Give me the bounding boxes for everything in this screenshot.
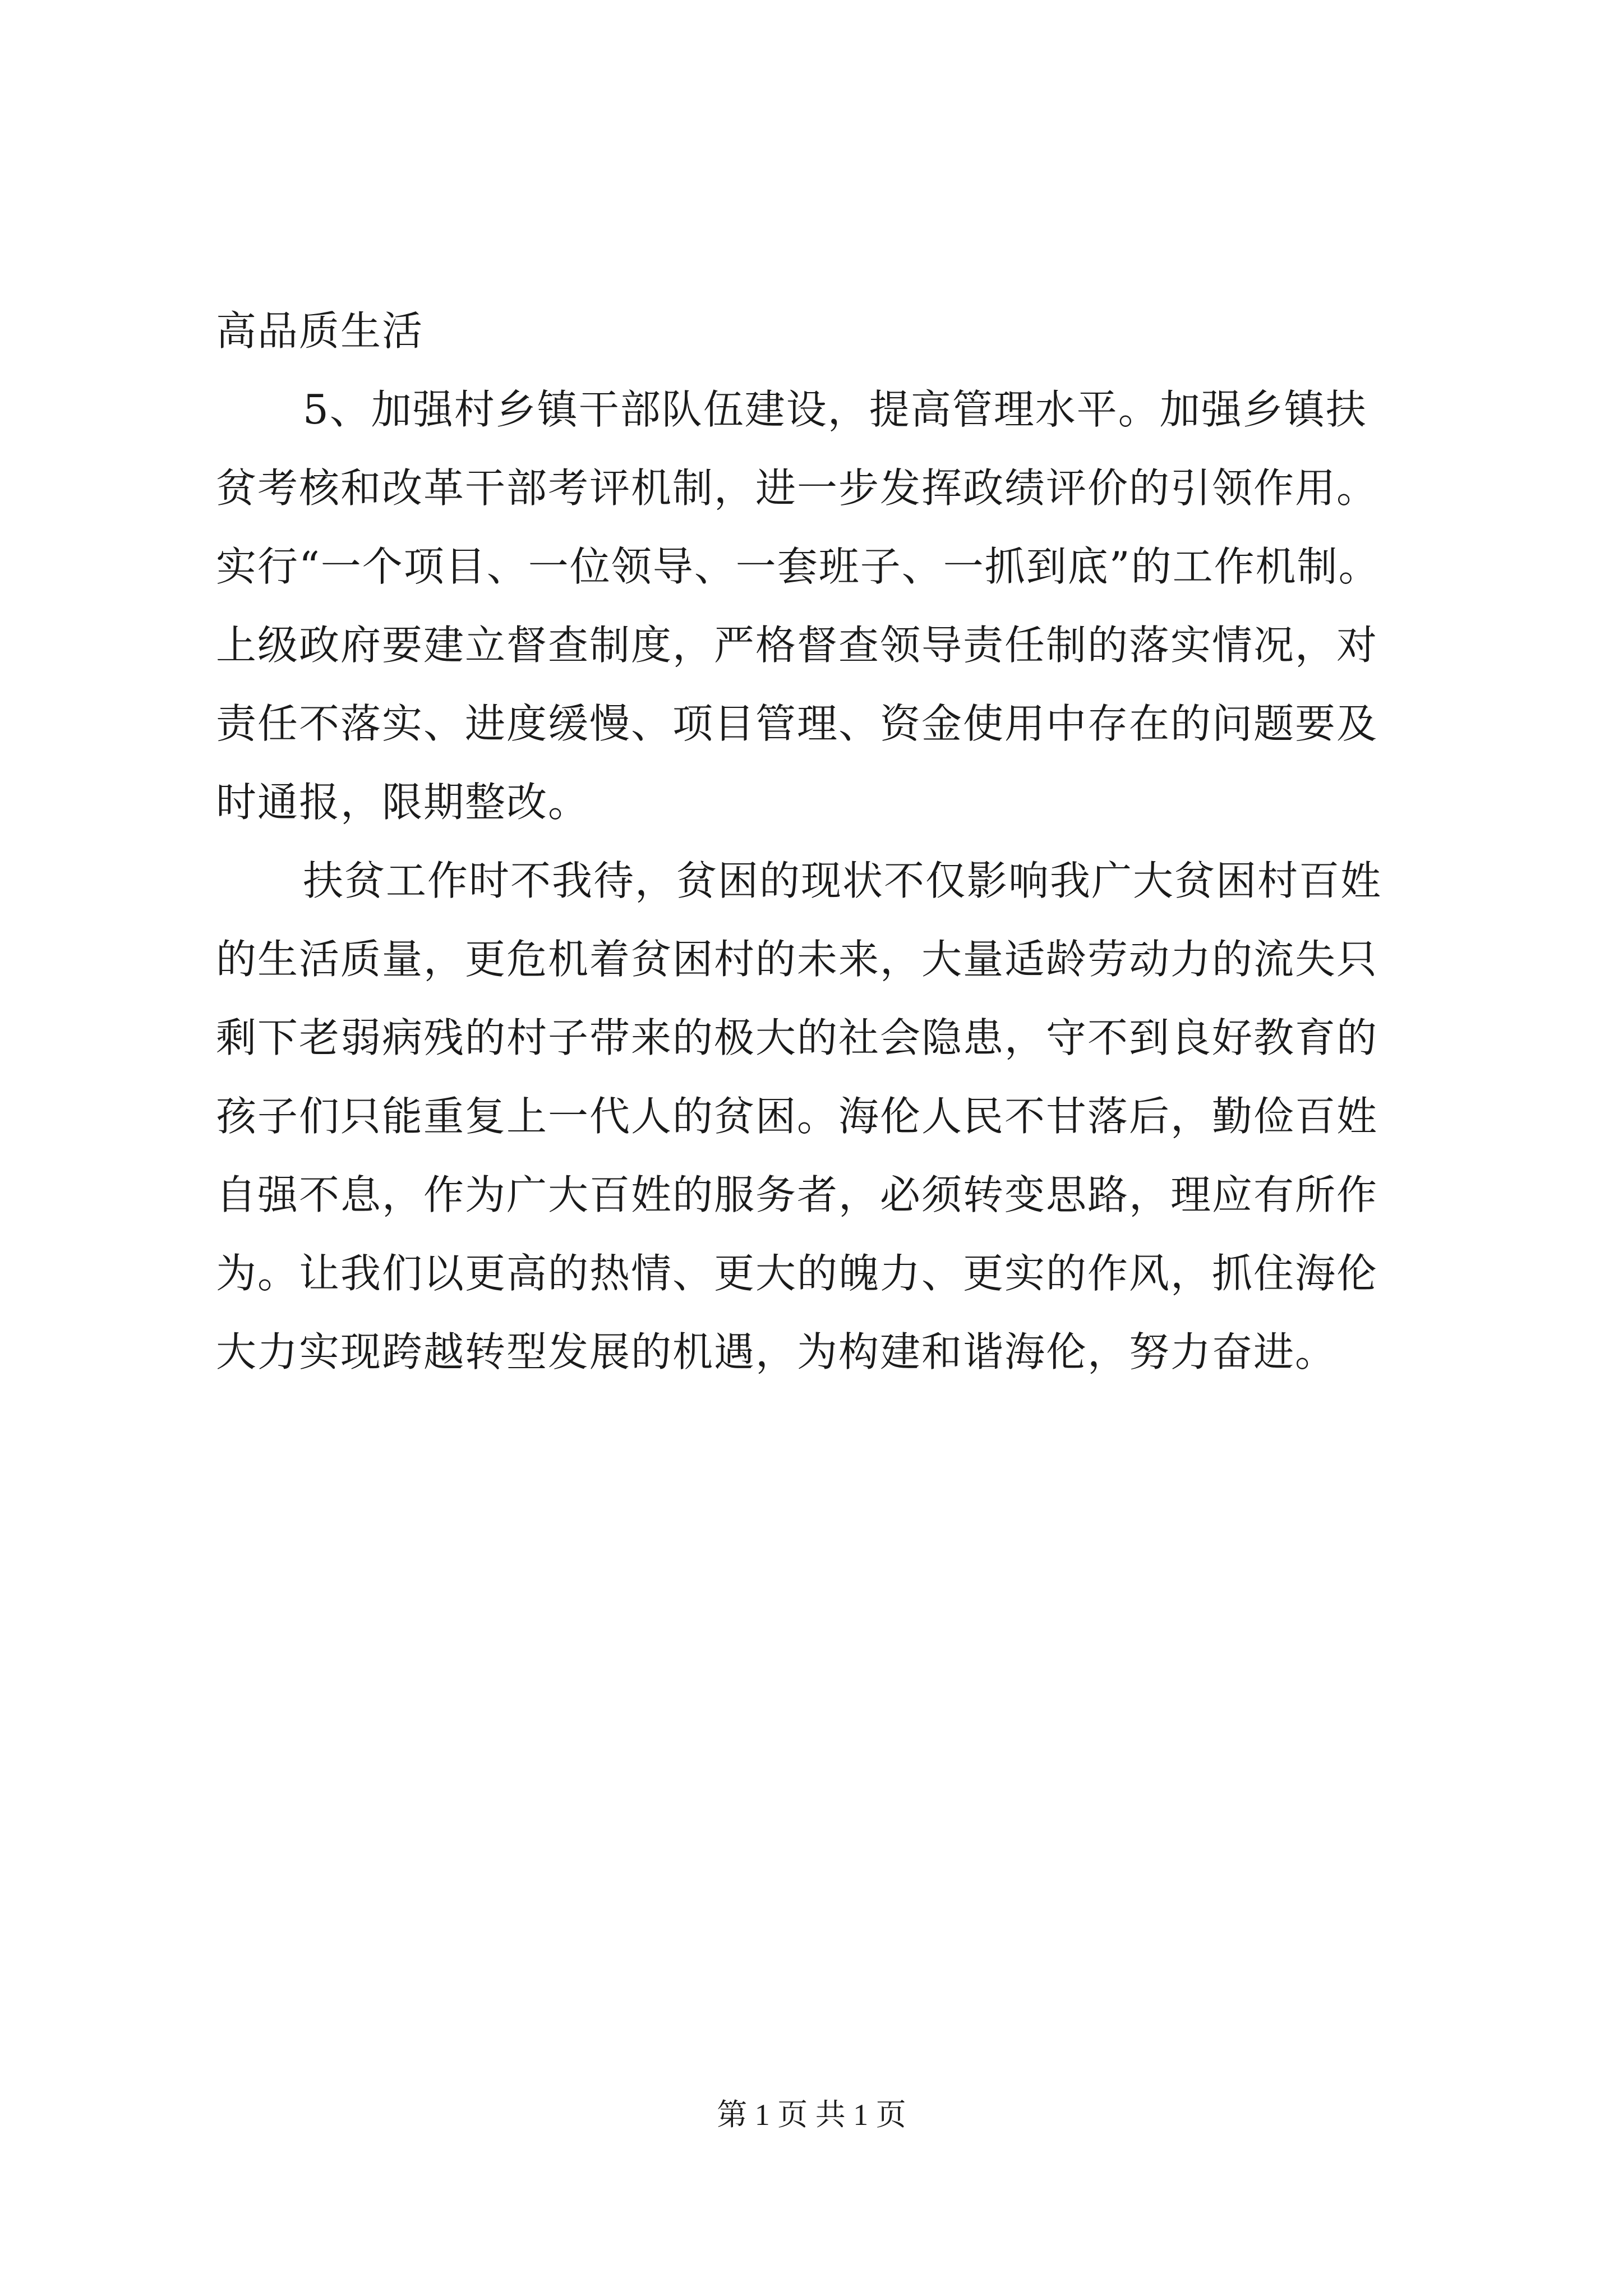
text-line: 实行“一个项目、一位领导、一套班子、一抓到底”的工作机制。 [216,543,1380,590]
paragraph-start-line: 5、加强村乡镇干部队伍建设，提高管理水平。加强乡镇扶 [303,386,1367,433]
text-line: 的生活质量，更危机着贫困村的未来，大量适龄劳动力的流失只 [216,936,1378,983]
text-line: 高品质生活 [216,307,424,355]
text-line: 自强不息，作为广大百姓的服务者，必须转变思路，理应有所作 [216,1171,1378,1218]
text-line: 责任不落实、进度缓慢、项目管理、资金使用中存在的问题要及 [216,700,1378,747]
paragraph-start-line: 扶贫工作时不我待，贫困的现状不仅影响我广大贫困村百姓 [303,857,1382,904]
page-number-footer: 第 1 页 共 1 页 [717,2098,906,2132]
text-line: 孩子们只能重复上一代人的贫困。海伦人民不甘落后，勤俭百姓 [216,1093,1378,1140]
text-line: 大力实现跨越转型发展的机遇，为构建和谐海伦，努力奋进。 [216,1328,1337,1375]
document-body [216,292,1416,1391]
text-line: 时通报，限期整改。 [216,779,590,826]
text-line: 为。让我们以更高的热情、更大的魄力、更实的作风，抓住海伦 [216,1250,1378,1297]
text-line: 上级政府要建立督查制度，严格督查领导责任制的落实情况，对 [216,622,1378,669]
text-line: 贫考核和改革干部考评机制，进一步发挥政绩评价的引领作用。 [216,464,1378,512]
text-line: 剩下老弱病残的村子带来的极大的社会隐患，守不到良好教育的 [216,1014,1378,1061]
